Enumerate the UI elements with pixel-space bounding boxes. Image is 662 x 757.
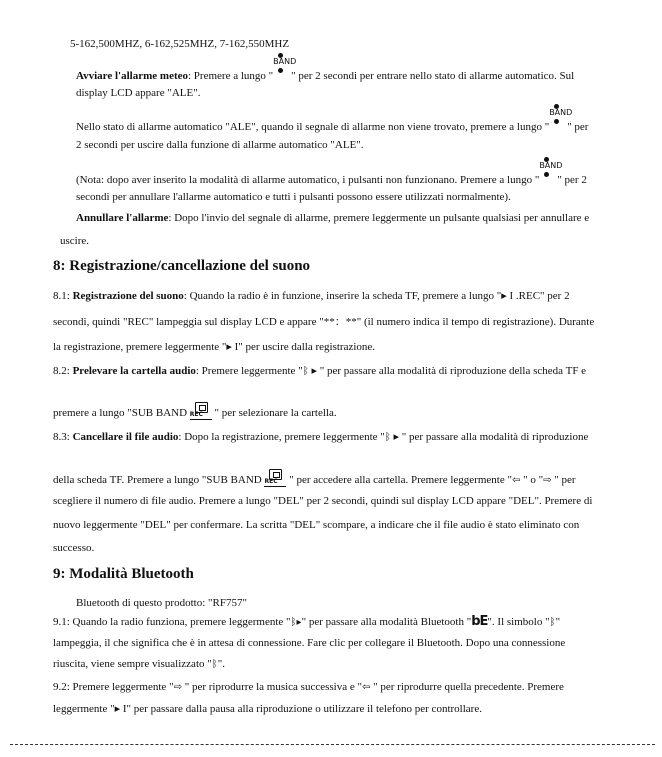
weather-alarm-title: Avviare l'allarme meteo <box>76 70 188 82</box>
text-line: Bluetooth di questo prodotto: "RF757" <box>76 597 247 609</box>
cancel-alarm-line: Annullare l'allarme: Dopo l'invio del segnale di allarme, premere leggermente un pulsante qualsiasi per annullare e <box>76 212 590 224</box>
text-line: 9.1: Quando la radio funziona, premere leggermente "ᛒ▸" per passare alla modalità Bluetooth "bE". Il simbolo "ᛒ" <box>53 614 561 629</box>
bluetooth-icon: ᛒ <box>549 617 556 628</box>
arrow-right-icon: ⇨ <box>543 475 552 486</box>
section-9-heading: 9: Modalità Bluetooth <box>53 566 194 582</box>
text-line: successo. <box>53 542 95 554</box>
text-line: la registrazione, premere leggermente "▸ I" per uscire dalla registrazione. <box>53 341 376 353</box>
text-line: Nello stato di allarme automatico "ALE", quando il segnale di allarme non viene trovato, premere a lungo " BAND " per <box>76 117 588 134</box>
arrow-right-icon: ⇨ <box>173 682 182 693</box>
page-footer-divider <box>10 744 655 745</box>
text-line: premere a lungo "SUB BAND REC " per selezionare la cartella. <box>53 402 337 420</box>
text-line: della scheda TF. Premere a lungo "SUB BAND REC " per accedere alla cartella. Premere leggermente "⇦ " o "⇨ " per <box>53 469 576 488</box>
text-line: nuovo leggermente "DEL" per confermare. La scritta "DEL" scompare, a indicare che il file audio è stato eliminato con <box>53 519 580 531</box>
band-button-icon: BAND <box>549 117 567 131</box>
cancel-alarm-title: Annullare l'allarme <box>76 212 169 224</box>
text-line: secondi per annullare l'allarme automatico e tutti i pulsanti possono essere utilizzati normalmente). <box>76 191 511 203</box>
text-line: 8.3: Cancellare il file audio: Dopo la registrazione, premere leggermente "ᛒ ▸ " per passare alla modalità di riproduzione <box>53 431 589 443</box>
text-line: display LCD appare "ALE". <box>76 87 201 99</box>
text-line: (Nota: dopo aver inserito la modalità di allarme automatico, i pulsanti non funzionano. Premere a lungo " BAND " per 2 <box>76 170 587 187</box>
arrow-left-icon: ⇦ <box>511 475 521 486</box>
text-line: 8.2: Prelevare la cartella audio: Premere leggermente "ᛒ ▸ " per passare alla modalità di riproduzione della scheda TF e <box>53 365 587 377</box>
text-line: secondi, quindi "REC" lampeggia sul display LCD e appare "**：**" (il numero indica il tempo di registrazione). Durante <box>53 316 595 328</box>
text-line: leggermente "▸ I" per passare dalla pausa alla riproduzione o utilizzare il telefono per controllare. <box>53 703 482 715</box>
bluetooth-icon: ᛒ <box>302 366 309 377</box>
bluetooth-icon: ᛒ▸ <box>290 617 302 628</box>
sd-card-folder-icon: REC <box>190 402 212 420</box>
band-button-icon: BAND <box>273 66 291 80</box>
section-8-heading: 8: Registrazione/cancellazione del suono <box>53 258 311 274</box>
text-line: riuscita, viene sempre visualizzato "ᛒ". <box>53 658 225 670</box>
bluetooth-icon: ᛒ <box>211 659 218 670</box>
text-line: scegliere il numero di file audio. Premere a lungo "DEL" per 2 secondi, quindi sul display LCD appare "DEL". Premere di <box>53 495 593 507</box>
arrow-left-icon: ⇦ <box>361 682 371 693</box>
text-line: uscire. <box>60 235 90 247</box>
band-button-icon: BAND <box>539 170 557 184</box>
bt-display-symbol: bE <box>471 614 488 629</box>
bluetooth-icon: ᛒ <box>384 432 391 443</box>
weather-alarm-line: Avviare l'allarme meteo: Premere a lungo " BAND " per 2 secondi per entrare nello stato di allarme automatico. Sul <box>76 66 574 83</box>
text-line: 2 secondi per uscire dalla funzione di allarme automatico "ALE". <box>76 139 364 151</box>
text-line: 9.2: Premere leggermente "⇨ " per riprodurre la musica successiva e "⇦ " per riprodurre quella precedente. Premere <box>53 681 564 693</box>
text-line: 8.1: Registrazione del suono: Quando la radio è in funzione, inserire la scheda TF, premere a lungo "▸ I .REC" per 2 <box>53 290 570 302</box>
text-line: lampeggia, il che significa che è in attesa di connessione. Fare clic per collegare il Bluetooth. Dopo una connessione <box>53 637 566 649</box>
frequency-list: 5-162,500MHZ, 6-162,525MHZ, 7-162,550MHZ <box>70 38 290 50</box>
sd-card-folder-icon: REC <box>264 469 286 487</box>
